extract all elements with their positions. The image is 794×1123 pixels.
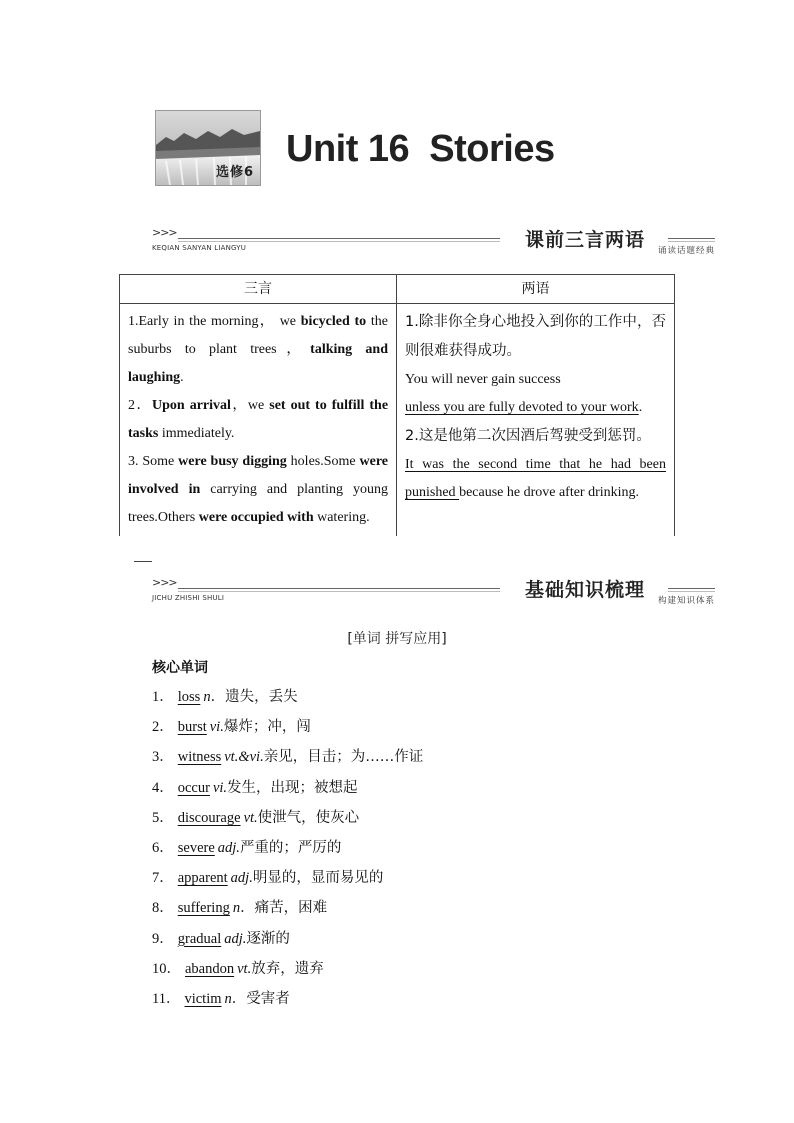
section-banner-preview — [150, 224, 715, 258]
two-sentences-cell — [397, 304, 675, 537]
section-note: 构建知识体系 — [657, 596, 715, 606]
arrows-icon: >>> — [152, 576, 177, 589]
key-phrase: Upon arrival — [152, 398, 231, 413]
item-number: 10． — [152, 960, 181, 977]
table-header-three-words: 三言 — [120, 275, 397, 304]
vocab-item — [152, 685, 423, 715]
key-phrase: were occupied with — [198, 510, 314, 525]
text-run: because he drove after drinking. — [459, 485, 640, 500]
vocab-answer: discourage — [177, 809, 241, 826]
item-number: 1． — [152, 689, 174, 705]
word-meaning: 爆炸；冲，闯 — [223, 719, 311, 736]
part-of-speech: n — [224, 990, 232, 1007]
right-paragraph — [405, 394, 666, 422]
item-number: 5． — [152, 809, 174, 826]
item-number: 6． — [152, 839, 174, 856]
part-of-speech: adj. — [224, 930, 247, 947]
text-run: . — [638, 400, 643, 415]
core-words-label: 核心单词 — [152, 660, 208, 676]
text-run: You will never gain success — [405, 372, 561, 387]
unit-cover-image — [155, 110, 261, 186]
part-of-speech: vi. — [212, 779, 228, 796]
left-paragraph — [128, 392, 388, 448]
word-meaning: 严重的；严厉的 — [239, 839, 342, 856]
text-run: . — [180, 370, 184, 385]
text-run: carrying and planting young trees.Others — [128, 482, 388, 525]
answer-text: It was the second time that he had been punished — [405, 457, 666, 500]
right-paragraph — [405, 366, 666, 394]
word-meaning: 逐渐的 — [246, 930, 290, 947]
vocab-item — [152, 987, 423, 1017]
text-run: 1.除非你全身心地投入到你的工作中，否则很难获得成功。 — [405, 314, 666, 359]
vocab-answer: gradual — [177, 930, 222, 947]
part-of-speech: vt. — [243, 809, 258, 826]
vocab-item — [152, 745, 423, 775]
key-phrase: set out to fulfill the tasks — [128, 398, 389, 441]
text-run: 3. Some — [128, 454, 179, 469]
part-of-speech: n — [232, 900, 241, 917]
vocab-item — [152, 927, 423, 957]
banner-rule — [668, 238, 715, 242]
key-phrase: talking and laughing — [128, 342, 388, 385]
text-run: the suburbs to plant trees， — [128, 314, 389, 357]
arrows-icon: >>> — [152, 226, 177, 239]
section-title: 基础知识梳理 — [524, 579, 645, 601]
vocab-item — [152, 836, 423, 866]
part-of-speech: adj. — [230, 870, 253, 887]
section-title: 课前三言两语 — [524, 229, 645, 251]
vocab-item — [152, 776, 423, 806]
text-run: immediately. — [158, 426, 235, 441]
section-note: 诵读话题经典 — [657, 246, 715, 256]
right-paragraph — [405, 422, 666, 451]
word-meaning: ．遗失，丢失 — [210, 689, 298, 705]
item-number: 3． — [152, 749, 174, 766]
part-of-speech: vt.&vi. — [224, 749, 264, 766]
vocab-answer: suffering — [177, 900, 230, 917]
vocab-answer: occur — [177, 779, 210, 796]
item-number: 9． — [152, 930, 174, 947]
word-meaning: ．痛苦，困难 — [240, 900, 328, 917]
answer-text: unless you are fully devoted to your work — [405, 400, 639, 415]
left-paragraph — [128, 448, 388, 532]
item-number: 7． — [152, 870, 174, 887]
item-number: 2． — [152, 719, 174, 736]
preview-table — [119, 274, 675, 536]
part-of-speech: vi. — [209, 719, 224, 736]
item-number: 4． — [152, 779, 174, 796]
elective-badge: 选修6 — [215, 165, 254, 180]
part-of-speech: adj. — [217, 839, 240, 856]
right-paragraph — [405, 451, 666, 507]
vocab-item — [152, 806, 423, 836]
section-banner-basics — [150, 574, 715, 608]
text-run: ，we — [230, 398, 270, 413]
vocab-answer: abandon — [185, 960, 235, 977]
word-meaning: 发生，出现；被想起 — [227, 779, 358, 796]
word-meaning: 放弃，遗弃 — [251, 960, 324, 977]
table-end-rule — [134, 561, 152, 562]
vocab-item — [152, 715, 423, 745]
part-of-speech: vt. — [237, 960, 252, 977]
item-number: 11． — [152, 990, 181, 1007]
vocab-answer: loss — [177, 689, 201, 705]
vocab-heading: [单词 拼写应用] — [347, 631, 447, 647]
banner-rule — [178, 238, 500, 242]
vocab-answer: victim — [184, 990, 222, 1007]
text-run: 1.Early in the morning， we — [128, 314, 301, 329]
item-number: 8． — [152, 900, 174, 917]
text-run: 2.这是他第二次因酒后驾驶受到惩罚。 — [405, 428, 651, 444]
vocab-item — [152, 866, 423, 896]
key-phrase: bicycled to — [300, 314, 367, 329]
vocab-answer: apparent — [177, 870, 228, 887]
banner-rule — [668, 588, 715, 592]
vocab-item — [152, 896, 423, 926]
vocab-item — [152, 957, 423, 987]
vocab-list — [152, 685, 423, 1017]
text-run: holes.Some — [286, 454, 360, 469]
unit-title: Unit 16 Stories — [286, 128, 555, 170]
word-meaning: 使泄气，使灰心 — [257, 809, 360, 826]
text-run: 2． — [128, 398, 153, 413]
section-pinyin: KEQIAN SANYAN LIANGYU — [152, 244, 247, 252]
vocab-answer: severe — [177, 839, 215, 856]
key-phrase: were busy digging — [178, 454, 287, 469]
vocab-answer: burst — [177, 719, 207, 736]
table-header-two-sentences: 两语 — [397, 275, 675, 304]
three-words-cell — [120, 304, 397, 537]
key-phrase: were involved in — [128, 454, 388, 497]
vocab-answer: witness — [177, 749, 222, 766]
word-meaning: 亲见，目击；为……作证 — [263, 749, 424, 766]
text-run: watering. — [313, 510, 370, 525]
section-pinyin: JICHU ZHISHI SHULI — [152, 594, 225, 602]
word-meaning: ．受害者 — [231, 990, 290, 1007]
left-paragraph — [128, 308, 388, 392]
banner-rule — [178, 588, 500, 592]
part-of-speech: n — [203, 689, 211, 705]
word-meaning: 明显的，显而易见的 — [252, 870, 384, 887]
right-paragraph — [405, 308, 666, 366]
